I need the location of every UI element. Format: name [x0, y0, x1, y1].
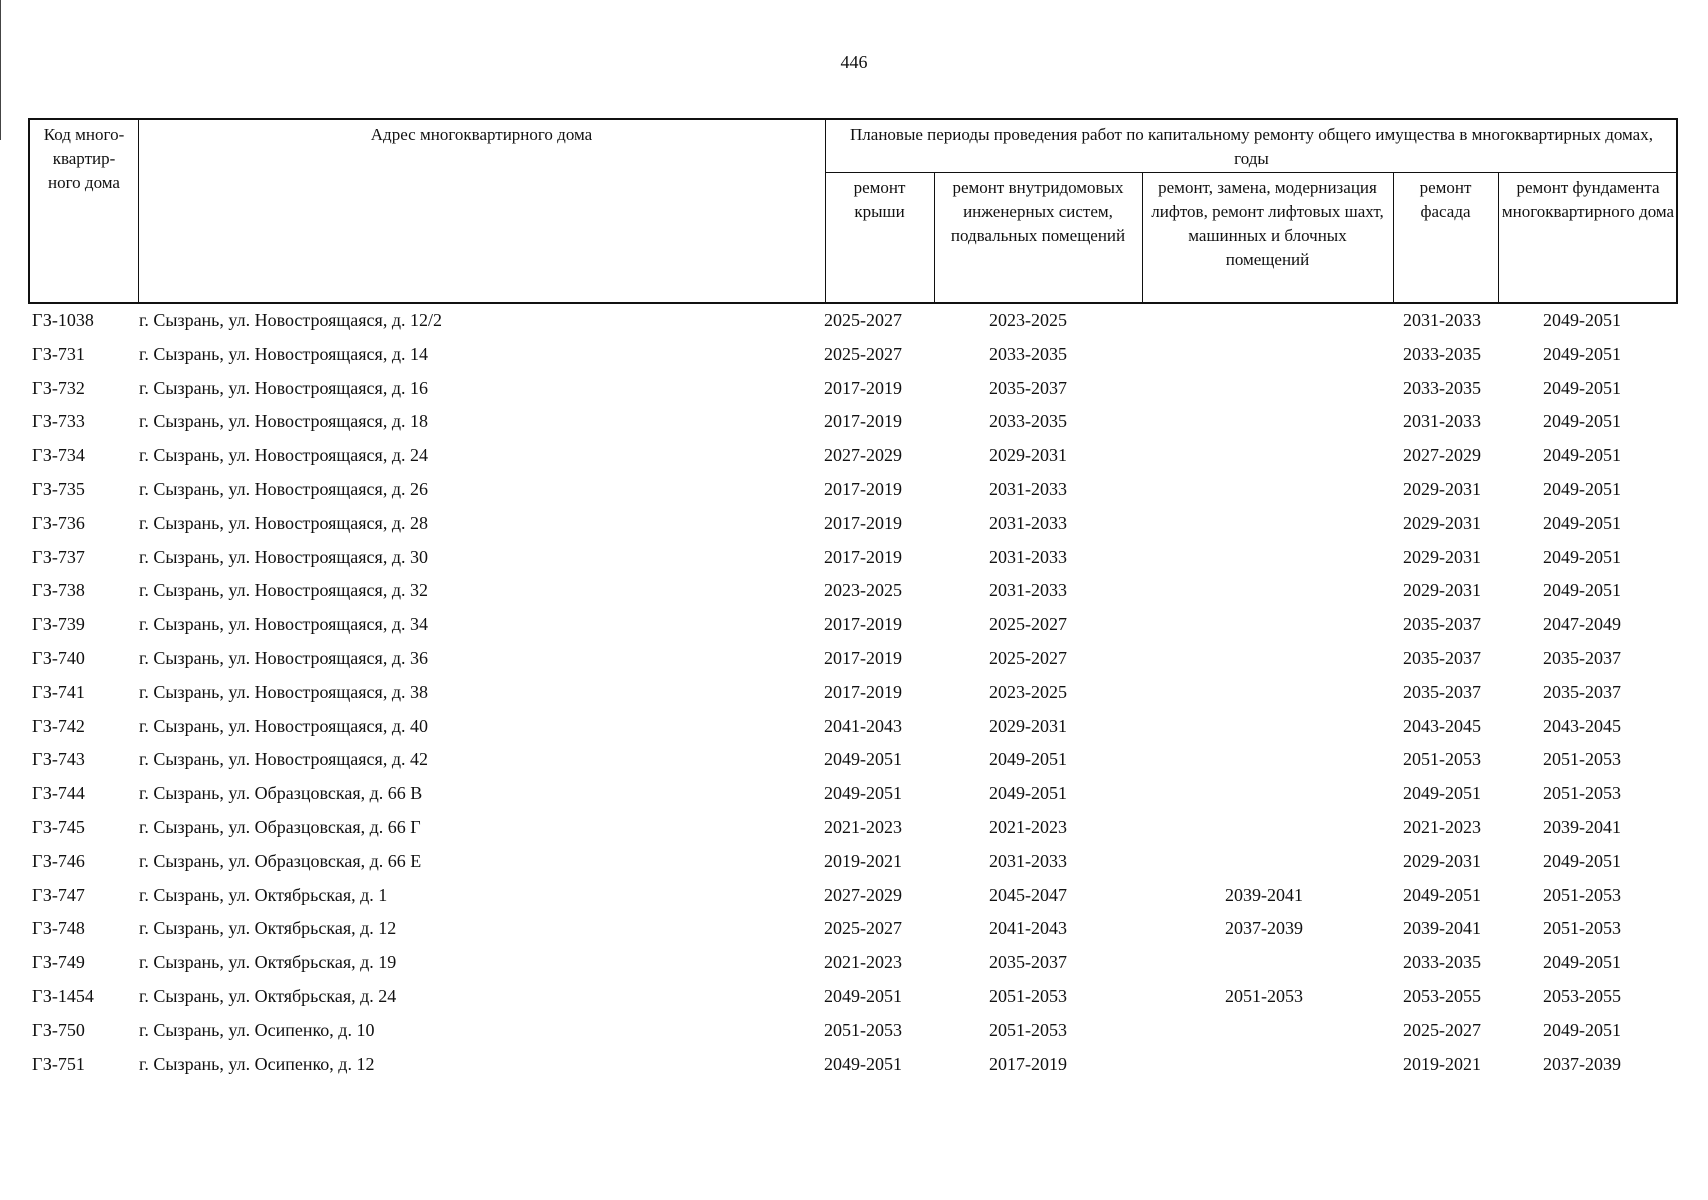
row-engineering: 2049-2051 — [989, 749, 1067, 770]
table-row — [28, 643, 1678, 677]
row-address: г. Сызрань, ул. Новостроящаяся, д. 14 — [139, 343, 428, 364]
table-row — [28, 812, 1678, 846]
row-engineering: 2031-2033 — [989, 850, 1067, 871]
row-address: г. Сызрань, ул. Новостроящаяся, д. 16 — [139, 377, 428, 398]
row-address: г. Сызрань, ул. Новостроящаяся, д. 30 — [139, 546, 428, 567]
row-code: ГЗ-737 — [32, 546, 85, 567]
row-facade: 2019-2021 — [1403, 1053, 1481, 1074]
row-code: ГЗ-742 — [32, 715, 85, 736]
row-foundation: 2049-2051 — [1543, 377, 1621, 398]
row-address: г. Сызрань, ул. Новостроящаяся, д. 26 — [139, 478, 428, 499]
row-foundation: 2049-2051 — [1543, 478, 1621, 499]
row-address: г. Сызрань, ул. Новостроящаяся, д. 12/2 — [139, 310, 442, 330]
row-roof: 2027-2029 — [824, 884, 902, 905]
row-facade: 2033-2035 — [1403, 952, 1481, 973]
table-row — [28, 575, 1678, 609]
row-engineering: 2031-2033 — [989, 580, 1067, 601]
table-row — [28, 981, 1678, 1015]
row-engineering: 2033-2035 — [989, 343, 1067, 364]
header-code-line: квартир- — [52, 149, 116, 168]
row-address: г. Сызрань, ул. Новостроящаяся, д. 18 — [139, 411, 428, 432]
row-roof: 2027-2029 — [824, 445, 902, 466]
row-roof: 2049-2051 — [824, 783, 902, 804]
row-address: г. Сызрань, ул. Новостроящаяся, д. 40 — [139, 715, 428, 736]
row-engineering: 2035-2037 — [989, 952, 1067, 973]
table-row — [28, 778, 1678, 812]
row-foundation: 2049-2051 — [1543, 343, 1621, 364]
row-code: ГЗ-740 — [32, 647, 85, 668]
row-roof: 2021-2023 — [824, 816, 902, 837]
row-roof: 2017-2019 — [824, 546, 902, 567]
row-code: ГЗ-746 — [32, 850, 85, 871]
row-code: ГЗ-741 — [32, 681, 85, 702]
row-roof: 2017-2019 — [824, 411, 902, 432]
row-engineering: 2023-2025 — [989, 681, 1067, 702]
row-roof: 2041-2043 — [824, 715, 902, 736]
page-number: 446 — [840, 52, 868, 72]
table-row — [28, 1015, 1678, 1049]
header-foundation: ремонт фундамента многоквартирного дома — [1501, 178, 1675, 221]
row-code: ГЗ-1038 — [32, 310, 94, 330]
table-body — [28, 305, 1678, 1082]
row-engineering: 2031-2033 — [989, 512, 1067, 533]
row-engineering: 2031-2033 — [989, 546, 1067, 567]
table-row — [28, 508, 1678, 542]
table-row — [28, 947, 1678, 981]
row-facade: 2021-2023 — [1403, 816, 1481, 837]
row-address: г. Сызрань, ул. Октябрьская, д. 24 — [139, 985, 397, 1006]
row-facade: 2053-2055 — [1403, 985, 1481, 1006]
header-roof: ремонт крыши — [853, 178, 906, 221]
row-code: ГЗ-747 — [32, 884, 85, 905]
row-facade: 2035-2037 — [1403, 647, 1481, 668]
row-code: ГЗ-735 — [32, 478, 85, 499]
table-header — [28, 118, 1678, 304]
header-lift: ремонт, замена, модернизация лифтов, ремонт лифтовых шахт, машинных и блочных помещений — [1151, 178, 1384, 269]
row-code: ГЗ-731 — [32, 343, 85, 364]
row-address: г. Сызрань, ул. Новостроящаяся, д. 24 — [139, 445, 428, 466]
row-engineering: 2033-2035 — [989, 411, 1067, 432]
row-foundation: 2053-2055 — [1543, 985, 1621, 1006]
row-code: ГЗ-732 — [32, 377, 85, 398]
row-engineering: 2017-2019 — [989, 1053, 1067, 1074]
row-facade: 2033-2035 — [1403, 377, 1481, 398]
row-facade: 2029-2031 — [1403, 850, 1481, 871]
header-divider — [138, 120, 139, 302]
row-engineering: 2021-2023 — [989, 816, 1067, 837]
table-row — [28, 440, 1678, 474]
row-engineering: 2025-2027 — [989, 647, 1067, 668]
row-facade: 2029-2031 — [1403, 546, 1481, 567]
row-foundation: 2051-2053 — [1543, 918, 1621, 939]
row-roof: 2049-2051 — [824, 749, 902, 770]
row-code: ГЗ-748 — [32, 918, 85, 939]
row-facade: 2033-2035 — [1403, 343, 1481, 364]
table-row — [28, 846, 1678, 880]
row-roof: 2017-2019 — [824, 647, 902, 668]
table-row — [28, 339, 1678, 373]
row-code: ГЗ-739 — [32, 614, 85, 635]
header-code-line: Код много- — [43, 125, 125, 144]
row-address: г. Сызрань, ул. Октябрьская, д. 12 — [139, 918, 397, 939]
row-roof: 2023-2025 — [824, 580, 902, 601]
row-facade: 2029-2031 — [1403, 478, 1481, 499]
row-address: г. Сызрань, ул. Новостроящаяся, д. 42 — [139, 749, 428, 770]
row-address: г. Сызрань, ул. Новостроящаяся, д. 36 — [139, 647, 428, 668]
header-code-line: ного дома — [48, 173, 120, 192]
row-engineering: 2025-2027 — [989, 614, 1067, 635]
row-engineering: 2031-2033 — [989, 478, 1067, 499]
row-foundation: 2049-2051 — [1543, 1019, 1621, 1040]
row-foundation: 2051-2053 — [1543, 783, 1621, 804]
row-roof: 2019-2021 — [824, 850, 902, 871]
row-address: г. Сызрань, ул. Образцовская, д. 66 Г — [139, 816, 421, 837]
row-code: ГЗ-733 — [32, 411, 85, 432]
row-address: г. Сызрань, ул. Новостроящаяся, д. 32 — [139, 580, 428, 601]
row-foundation: 2049-2051 — [1543, 310, 1621, 330]
row-address: г. Сызрань, ул. Новостроящаяся, д. 38 — [139, 681, 428, 702]
row-roof: 2021-2023 — [824, 952, 902, 973]
row-lift: 2039-2041 — [1225, 884, 1303, 905]
row-roof: 2017-2019 — [824, 512, 902, 533]
row-foundation: 2049-2051 — [1543, 952, 1621, 973]
table-row — [28, 609, 1678, 643]
table-row — [28, 542, 1678, 576]
row-foundation: 2049-2051 — [1543, 512, 1621, 533]
table-row — [28, 677, 1678, 711]
row-address: г. Сызрань, ул. Осипенко, д. 10 — [139, 1019, 375, 1040]
row-code: ГЗ-750 — [32, 1019, 85, 1040]
row-code: ГЗ-745 — [32, 816, 85, 837]
row-code: ГЗ-1454 — [32, 985, 94, 1006]
table-row — [28, 305, 1678, 339]
row-roof: 2025-2027 — [824, 343, 902, 364]
row-engineering: 2051-2053 — [989, 985, 1067, 1006]
row-foundation: 2035-2037 — [1543, 681, 1621, 702]
row-roof: 2049-2051 — [824, 985, 902, 1006]
row-code: ГЗ-734 — [32, 445, 85, 466]
row-foundation: 2051-2053 — [1543, 749, 1621, 770]
header-facade: ремонт фасада — [1419, 178, 1472, 221]
row-facade: 2049-2051 — [1403, 783, 1481, 804]
row-facade: 2027-2029 — [1403, 445, 1481, 466]
row-code: ГЗ-743 — [32, 749, 85, 770]
row-facade: 2043-2045 — [1403, 715, 1481, 736]
row-roof: 2017-2019 — [824, 377, 902, 398]
row-lift: 2051-2053 — [1225, 985, 1303, 1006]
row-address: г. Сызрань, ул. Образцовская, д. 66 Е — [139, 850, 422, 871]
row-engineering: 2045-2047 — [989, 884, 1067, 905]
table-row — [28, 474, 1678, 508]
row-foundation: 2047-2049 — [1543, 614, 1621, 635]
table-row — [28, 913, 1678, 947]
row-facade: 2025-2027 — [1403, 1019, 1481, 1040]
row-foundation: 2039-2041 — [1543, 816, 1621, 837]
row-code: ГЗ-736 — [32, 512, 85, 533]
row-roof: 2025-2027 — [824, 310, 902, 330]
row-address: г. Сызрань, ул. Октябрьская, д. 1 — [139, 884, 388, 905]
row-code: ГЗ-744 — [32, 783, 85, 804]
table-row — [28, 711, 1678, 745]
row-facade: 2031-2033 — [1403, 411, 1481, 432]
row-facade: 2049-2051 — [1403, 884, 1481, 905]
row-address: г. Сызрань, ул. Образцовская, д. 66 В — [139, 783, 423, 804]
row-foundation: 2049-2051 — [1543, 411, 1621, 432]
row-engineering: 2041-2043 — [989, 918, 1067, 939]
row-foundation: 2049-2051 — [1543, 546, 1621, 567]
row-address: г. Сызрань, ул. Новостроящаяся, д. 28 — [139, 512, 428, 533]
row-roof: 2017-2019 — [824, 681, 902, 702]
row-roof: 2051-2053 — [824, 1019, 902, 1040]
header-periods-title: Плановые периоды проведения работ по капитальному ремонту общего имущества в многоквартирных домах, годы — [850, 125, 1653, 168]
row-foundation: 2037-2039 — [1543, 1053, 1621, 1074]
row-roof: 2049-2051 — [824, 1053, 902, 1074]
table-row — [28, 880, 1678, 914]
row-engineering: 2029-2031 — [989, 715, 1067, 736]
header-engineering: ремонт внутридомовых инженерных систем, подвальных помещений — [950, 178, 1126, 245]
row-roof: 2025-2027 — [824, 918, 902, 939]
row-facade: 2031-2033 — [1403, 310, 1481, 330]
header-code — [30, 120, 138, 195]
row-facade: 2035-2037 — [1403, 614, 1481, 635]
row-engineering: 2029-2031 — [989, 445, 1067, 466]
table-row — [28, 406, 1678, 440]
table-row — [28, 373, 1678, 407]
table-row — [28, 1049, 1678, 1083]
table-row — [28, 744, 1678, 778]
row-foundation: 2051-2053 — [1543, 884, 1621, 905]
row-foundation: 2049-2051 — [1543, 850, 1621, 871]
row-code: ГЗ-749 — [32, 952, 85, 973]
row-foundation: 2035-2037 — [1543, 647, 1621, 668]
row-foundation: 2049-2051 — [1543, 445, 1621, 466]
row-facade: 2051-2053 — [1403, 749, 1481, 770]
row-address: г. Сызрань, ул. Октябрьская, д. 19 — [139, 952, 397, 973]
row-lift: 2037-2039 — [1225, 918, 1303, 939]
row-foundation: 2043-2045 — [1543, 715, 1621, 736]
row-facade: 2029-2031 — [1403, 580, 1481, 601]
row-address: г. Сызрань, ул. Новостроящаяся, д. 34 — [139, 614, 428, 635]
row-facade: 2029-2031 — [1403, 512, 1481, 533]
row-engineering: 2051-2053 — [989, 1019, 1067, 1040]
row-roof: 2017-2019 — [824, 614, 902, 635]
row-address: г. Сызрань, ул. Осипенко, д. 12 — [139, 1053, 375, 1074]
row-foundation: 2049-2051 — [1543, 580, 1621, 601]
row-code: ГЗ-738 — [32, 580, 85, 601]
row-facade: 2039-2041 — [1403, 918, 1481, 939]
row-roof: 2017-2019 — [824, 478, 902, 499]
row-code: ГЗ-751 — [32, 1053, 85, 1074]
row-engineering: 2023-2025 — [989, 310, 1067, 330]
row-engineering: 2049-2051 — [989, 783, 1067, 804]
row-engineering: 2035-2037 — [989, 377, 1067, 398]
header-address: Адрес многоквартирного дома — [370, 125, 593, 144]
row-facade: 2035-2037 — [1403, 681, 1481, 702]
